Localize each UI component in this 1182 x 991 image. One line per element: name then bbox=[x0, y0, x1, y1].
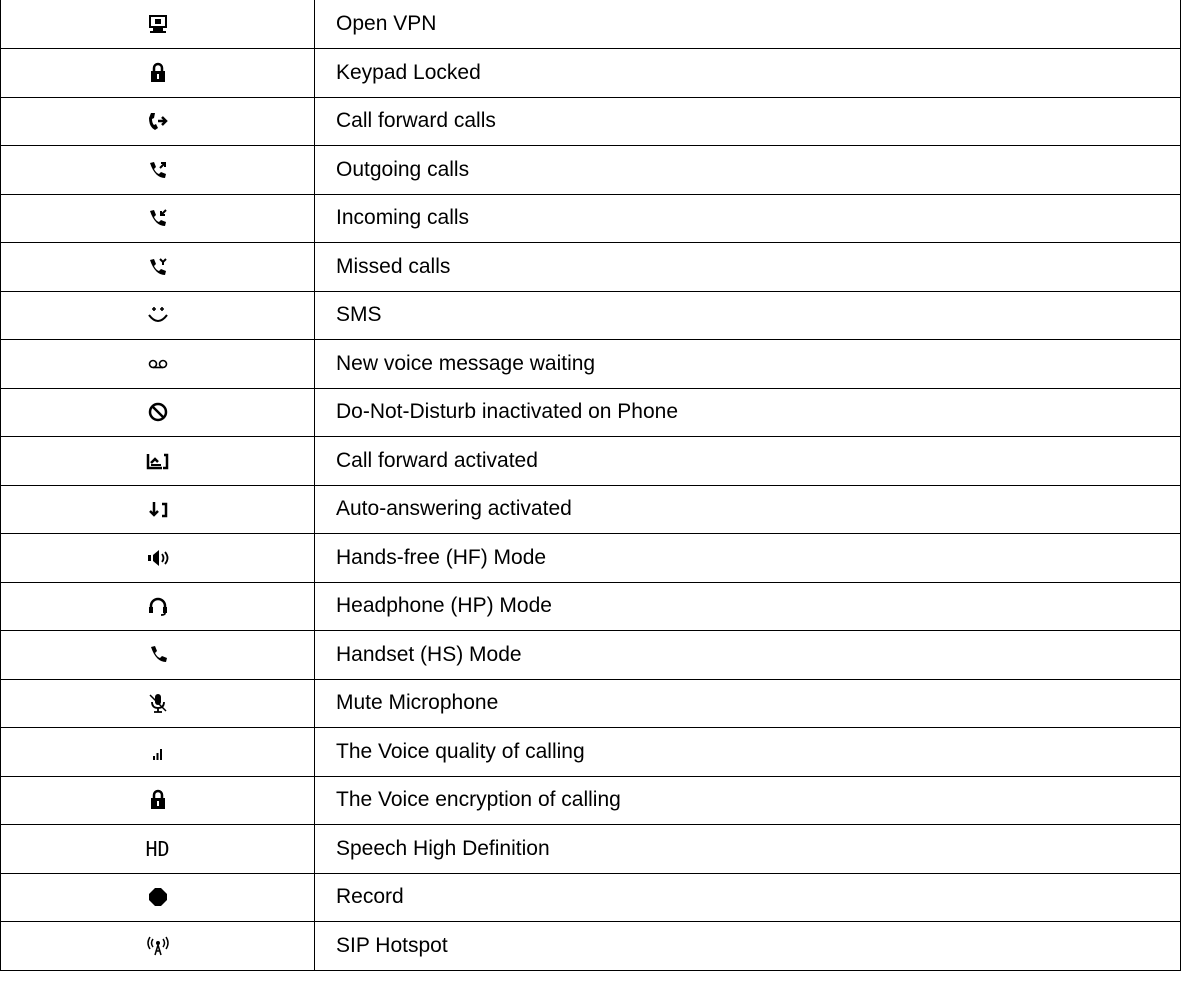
microphone-mute-icon bbox=[146, 691, 170, 715]
table-row bbox=[1, 388, 1181, 437]
icon-cell bbox=[1, 776, 315, 825]
hd-icon: HD bbox=[145, 836, 170, 861]
row-label: Record bbox=[315, 873, 1181, 922]
table-row bbox=[1, 631, 1181, 680]
row-label: The Voice quality of calling bbox=[315, 728, 1181, 777]
icon-cell bbox=[1, 437, 315, 486]
row-label: Call forward activated bbox=[315, 437, 1181, 486]
row-label: Do-Not-Disturb inactivated on Phone bbox=[315, 388, 1181, 437]
row-label: Hands-free (HF) Mode bbox=[315, 534, 1181, 583]
icon-cell bbox=[1, 825, 315, 874]
lock-icon bbox=[146, 788, 170, 812]
icon-cell bbox=[1, 534, 315, 583]
table-row bbox=[1, 340, 1181, 389]
icon-cell bbox=[1, 922, 315, 971]
table-row bbox=[1, 776, 1181, 825]
table-row bbox=[1, 728, 1181, 777]
wifi-hotspot-icon bbox=[146, 934, 170, 958]
table-row bbox=[1, 194, 1181, 243]
icon-cell bbox=[1, 340, 315, 389]
table-row bbox=[1, 873, 1181, 922]
table-row bbox=[1, 679, 1181, 728]
table-row bbox=[1, 825, 1181, 874]
icon-cell bbox=[1, 631, 315, 680]
row-label: Auto-answering activated bbox=[315, 485, 1181, 534]
table-row bbox=[1, 0, 1181, 49]
icon-cell bbox=[1, 582, 315, 631]
row-label: Incoming calls bbox=[315, 194, 1181, 243]
call-forward-calls-icon bbox=[146, 109, 170, 133]
icon-cell bbox=[1, 49, 315, 98]
icon-cell bbox=[1, 97, 315, 146]
dnd-icon bbox=[146, 400, 170, 424]
icon-cell bbox=[1, 243, 315, 292]
row-label: Headphone (HP) Mode bbox=[315, 582, 1181, 631]
table-row bbox=[1, 243, 1181, 292]
row-label: Call forward calls bbox=[315, 97, 1181, 146]
icon-cell bbox=[1, 291, 315, 340]
voicemail-icon bbox=[146, 352, 170, 376]
speaker-icon bbox=[146, 546, 170, 570]
outgoing-call-icon bbox=[146, 158, 170, 182]
icon-cell bbox=[1, 873, 315, 922]
handset-icon bbox=[146, 643, 170, 667]
icon-cell bbox=[1, 194, 315, 243]
lock-icon bbox=[146, 61, 170, 85]
row-label: Handset (HS) Mode bbox=[315, 631, 1181, 680]
icon-cell bbox=[1, 679, 315, 728]
table-row bbox=[1, 146, 1181, 195]
headset-icon bbox=[146, 594, 170, 618]
auto-answer-icon bbox=[146, 497, 170, 521]
icon-cell bbox=[1, 0, 315, 49]
icon-cell bbox=[1, 485, 315, 534]
row-label: Mute Microphone bbox=[315, 679, 1181, 728]
row-label: SMS bbox=[315, 291, 1181, 340]
row-label: SIP Hotspot bbox=[315, 922, 1181, 971]
icon-cell bbox=[1, 388, 315, 437]
incoming-call-icon bbox=[146, 206, 170, 230]
signal-bars-icon bbox=[146, 740, 170, 764]
row-label: Speech High Definition bbox=[315, 825, 1181, 874]
table-row bbox=[1, 534, 1181, 583]
icon-cell bbox=[1, 146, 315, 195]
table-row bbox=[1, 437, 1181, 486]
row-label: Open VPN bbox=[315, 0, 1181, 49]
table-row bbox=[1, 485, 1181, 534]
row-label: The Voice encryption of calling bbox=[315, 776, 1181, 825]
table-row bbox=[1, 582, 1181, 631]
icon-cell bbox=[1, 728, 315, 777]
row-label: New voice message waiting bbox=[315, 340, 1181, 389]
table-row bbox=[1, 97, 1181, 146]
table-row bbox=[1, 49, 1181, 98]
sms-smiley-icon bbox=[146, 303, 170, 327]
missed-call-icon bbox=[146, 255, 170, 279]
table-row bbox=[1, 291, 1181, 340]
call-forward-activated-icon bbox=[146, 449, 170, 473]
row-label: Keypad Locked bbox=[315, 49, 1181, 98]
row-label: Outgoing calls bbox=[315, 146, 1181, 195]
vpn-monitor-icon bbox=[146, 12, 170, 36]
table-row bbox=[1, 922, 1181, 971]
row-label: Missed calls bbox=[315, 243, 1181, 292]
record-icon bbox=[146, 885, 170, 909]
